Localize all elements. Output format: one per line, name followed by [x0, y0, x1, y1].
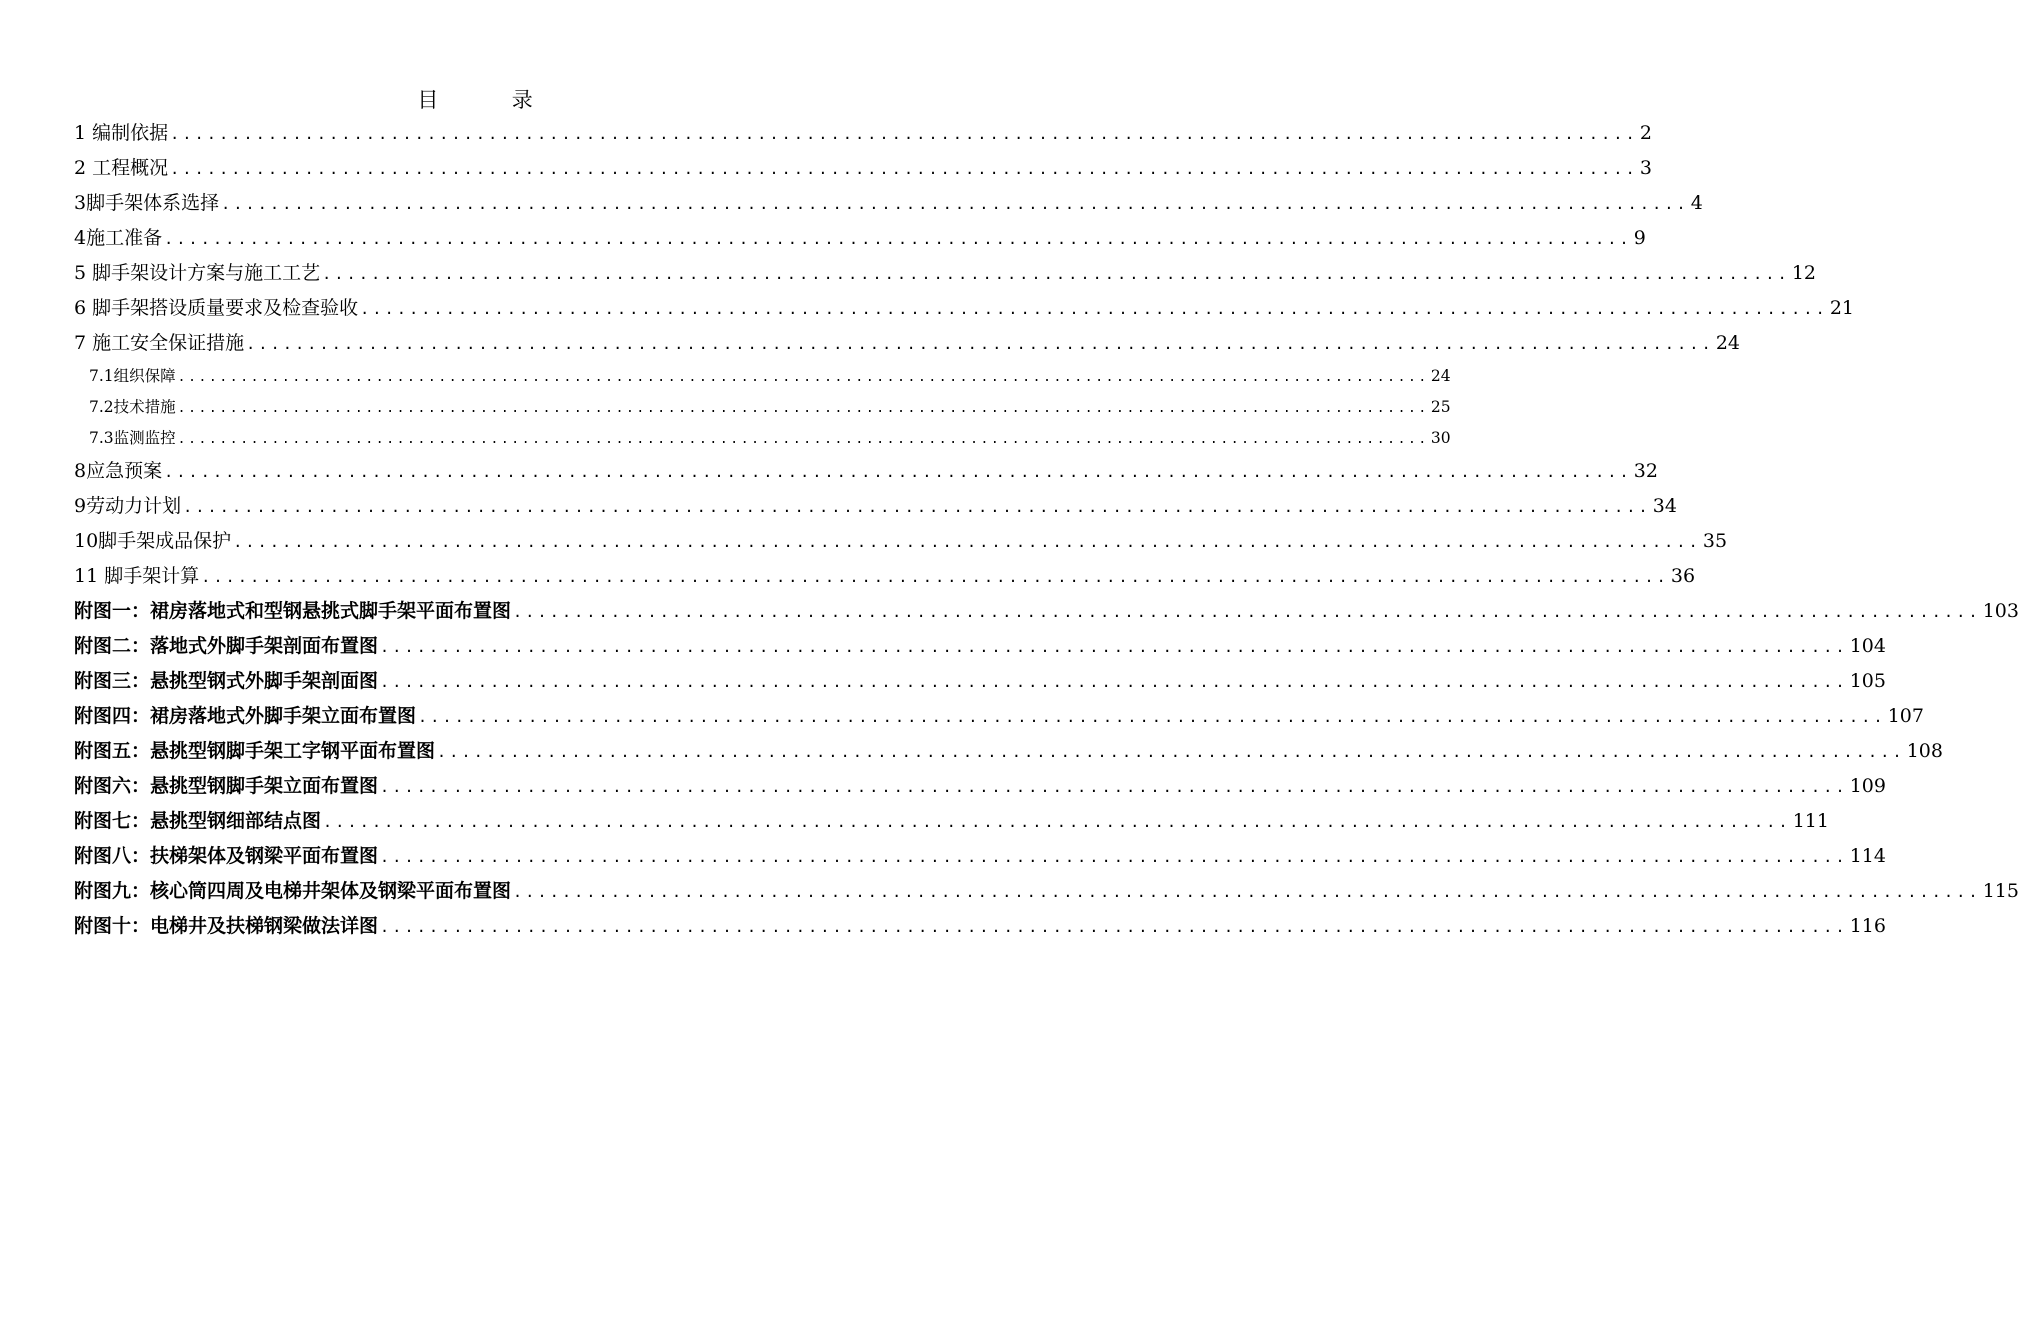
- toc-subentry[interactable]: [74, 392, 1451, 423]
- toc-entry-label: 11 脚手架计算: [74, 565, 200, 587]
- toc-entry-page: 25: [1430, 398, 1451, 416]
- toc-entry-page: 116: [1849, 915, 1886, 937]
- toc-entry-page: 36: [1670, 565, 1696, 587]
- toc-entry-label: 10脚手架成品保护: [74, 530, 232, 552]
- toc-entry-page: 24: [1430, 367, 1451, 385]
- dot-leader: ........................................................................................................................: [164, 463, 1632, 481]
- toc-entry-page: 104: [1849, 635, 1886, 657]
- toc-appendix-entry[interactable]: [74, 594, 2019, 629]
- toc-entry-label: 6 脚手架搭设质量要求及检查验收: [74, 297, 359, 319]
- toc-entry-label: 7.1组织保障: [89, 367, 176, 385]
- dot-leader: ........................................................................................................................: [177, 370, 1429, 385]
- toc-entry[interactable]: [74, 454, 1658, 489]
- toc-entry-label: 4施工准备: [74, 227, 163, 249]
- toc-entry-page: 32: [1633, 460, 1658, 482]
- toc-entry-page: 35: [1702, 530, 1728, 552]
- dot-leader: ........................................................................................................................: [360, 300, 1828, 318]
- dot-leader: ........................................................................................................................: [418, 708, 1886, 726]
- dot-leader: ........................................................................................................................: [380, 673, 1848, 691]
- toc-entry-page: 3: [1639, 157, 1652, 179]
- dot-leader: ........................................................................................................................: [380, 848, 1848, 866]
- toc-entry[interactable]: [74, 116, 1652, 151]
- toc-appendix-entry[interactable]: [74, 804, 1829, 839]
- toc-entry[interactable]: [74, 326, 1741, 361]
- toc-entry-page: 4: [1690, 192, 1703, 214]
- toc-appendix-entry[interactable]: [74, 874, 2019, 909]
- toc-entry-label: 7.2技术措施: [89, 398, 176, 416]
- toc-entry-page: 114: [1849, 845, 1886, 867]
- toc-entry[interactable]: [74, 559, 1696, 594]
- dot-leader: ........................................................................................................................: [380, 778, 1848, 796]
- toc-entry[interactable]: [74, 221, 1646, 256]
- dot-leader: ........................................................................................................................: [164, 230, 1632, 248]
- toc-entry-label: 附图二：落地式外脚手架剖面布置图: [74, 635, 379, 657]
- toc-entry-label: 附图十：电梯井及扶梯钢梁做法详图: [74, 915, 379, 937]
- toc-title-part1: 目: [417, 88, 439, 112]
- toc-appendix-entry[interactable]: [74, 629, 1886, 664]
- dot-leader: ........................................................................................................................: [201, 568, 1669, 586]
- toc-entry-label: 5 脚手架设计方案与施工工艺: [74, 262, 321, 284]
- toc-entry-label: 7.3监测监控: [89, 429, 176, 447]
- toc-entry-page: 2: [1639, 122, 1652, 144]
- dot-leader: ........................................................................................................................: [322, 265, 1790, 283]
- toc-entry[interactable]: [74, 256, 1817, 291]
- toc-appendix-entry[interactable]: [74, 839, 1886, 874]
- dot-leader: ........................................................................................................................: [233, 533, 1701, 551]
- toc-appendix-entry[interactable]: [74, 664, 1886, 699]
- toc-entry-page: 111: [1792, 810, 1829, 832]
- toc-entry-page: 24: [1715, 332, 1741, 354]
- toc-list: [74, 116, 2019, 944]
- toc-title-part2: 录: [511, 88, 533, 112]
- toc-entry-label: 9劳动力计划: [74, 495, 182, 517]
- toc-entry-label: 附图四：裙房落地式外脚手架立面布置图: [74, 705, 417, 727]
- toc-entry-page: 105: [1849, 670, 1886, 692]
- dot-leader: ........................................................................................................................: [380, 638, 1848, 656]
- dot-leader: ........................................................................................................................: [437, 743, 1905, 761]
- toc-entry-label: 附图一：裙房落地式和型钢悬挑式脚手架平面布置图: [74, 600, 512, 622]
- toc-entry-label: 附图六：悬挑型钢脚手架立面布置图: [74, 775, 379, 797]
- toc-entry-label: 附图七：悬挑型钢细部结点图: [74, 810, 322, 832]
- dot-leader: ........................................................................................................................: [513, 603, 1981, 621]
- toc-entry[interactable]: [74, 524, 1728, 559]
- toc-entry-page: 109: [1849, 775, 1886, 797]
- dot-leader: ........................................................................................................................: [170, 160, 1638, 178]
- toc-entry-page: 34: [1652, 495, 1677, 517]
- dot-leader: ........................................................................................................................: [513, 883, 1981, 901]
- toc-appendix-entry[interactable]: [74, 699, 1924, 734]
- toc-subentry[interactable]: [74, 361, 1451, 392]
- dot-leader: ........................................................................................................................: [177, 401, 1429, 416]
- toc-entry-label: 7 施工安全保证措施: [74, 332, 245, 354]
- dot-leader: ........................................................................................................................: [323, 813, 1791, 831]
- toc-entry[interactable]: [74, 151, 1652, 186]
- toc-entry-page: 103: [1982, 600, 2019, 622]
- toc-entry-page: 12: [1791, 262, 1817, 284]
- toc-entry[interactable]: [74, 489, 1677, 524]
- toc-entry-page: 108: [1906, 740, 1943, 762]
- dot-leader: ........................................................................................................................: [183, 498, 1651, 516]
- dot-leader: ........................................................................................................................: [177, 432, 1429, 447]
- toc-appendix-entry[interactable]: [74, 909, 1886, 944]
- toc-entry[interactable]: [74, 291, 1855, 326]
- toc-entry-label: 8应急预案: [74, 460, 163, 482]
- dot-leader: ........................................................................................................................: [170, 125, 1638, 143]
- toc-entry-label: 2 工程概况: [74, 157, 169, 179]
- dot-leader: ........................................................................................................................: [221, 195, 1689, 213]
- dot-leader: ........................................................................................................................: [380, 918, 1848, 936]
- toc-appendix-entry[interactable]: [74, 734, 1943, 769]
- toc-entry-label: 附图五：悬挑型钢脚手架工字钢平面布置图: [74, 740, 436, 762]
- toc-entry-label: 附图八：扶梯架体及钢梁平面布置图: [74, 845, 379, 867]
- toc-entry-page: 107: [1887, 705, 1924, 727]
- dot-leader: ........................................................................................................................: [246, 335, 1714, 353]
- toc-entry-page: 21: [1829, 297, 1855, 319]
- toc-appendix-entry[interactable]: [74, 769, 1886, 804]
- toc-entry[interactable]: [74, 186, 1703, 221]
- toc-title: [0, 84, 950, 114]
- toc-subentry[interactable]: [74, 423, 1451, 454]
- toc-entry-page: 115: [1982, 880, 2019, 902]
- toc-entry-label: 附图三：悬挑型钢式外脚手架剖面图: [74, 670, 379, 692]
- toc-entry-page: 30: [1430, 429, 1451, 447]
- toc-entry-label: 1 编制依据: [74, 122, 169, 144]
- toc-entry-label: 3脚手架体系选择: [74, 192, 220, 214]
- toc-entry-label: 附图九：核心筒四周及电梯井架体及钢梁平面布置图: [74, 880, 512, 902]
- toc-entry-page: 9: [1633, 227, 1646, 249]
